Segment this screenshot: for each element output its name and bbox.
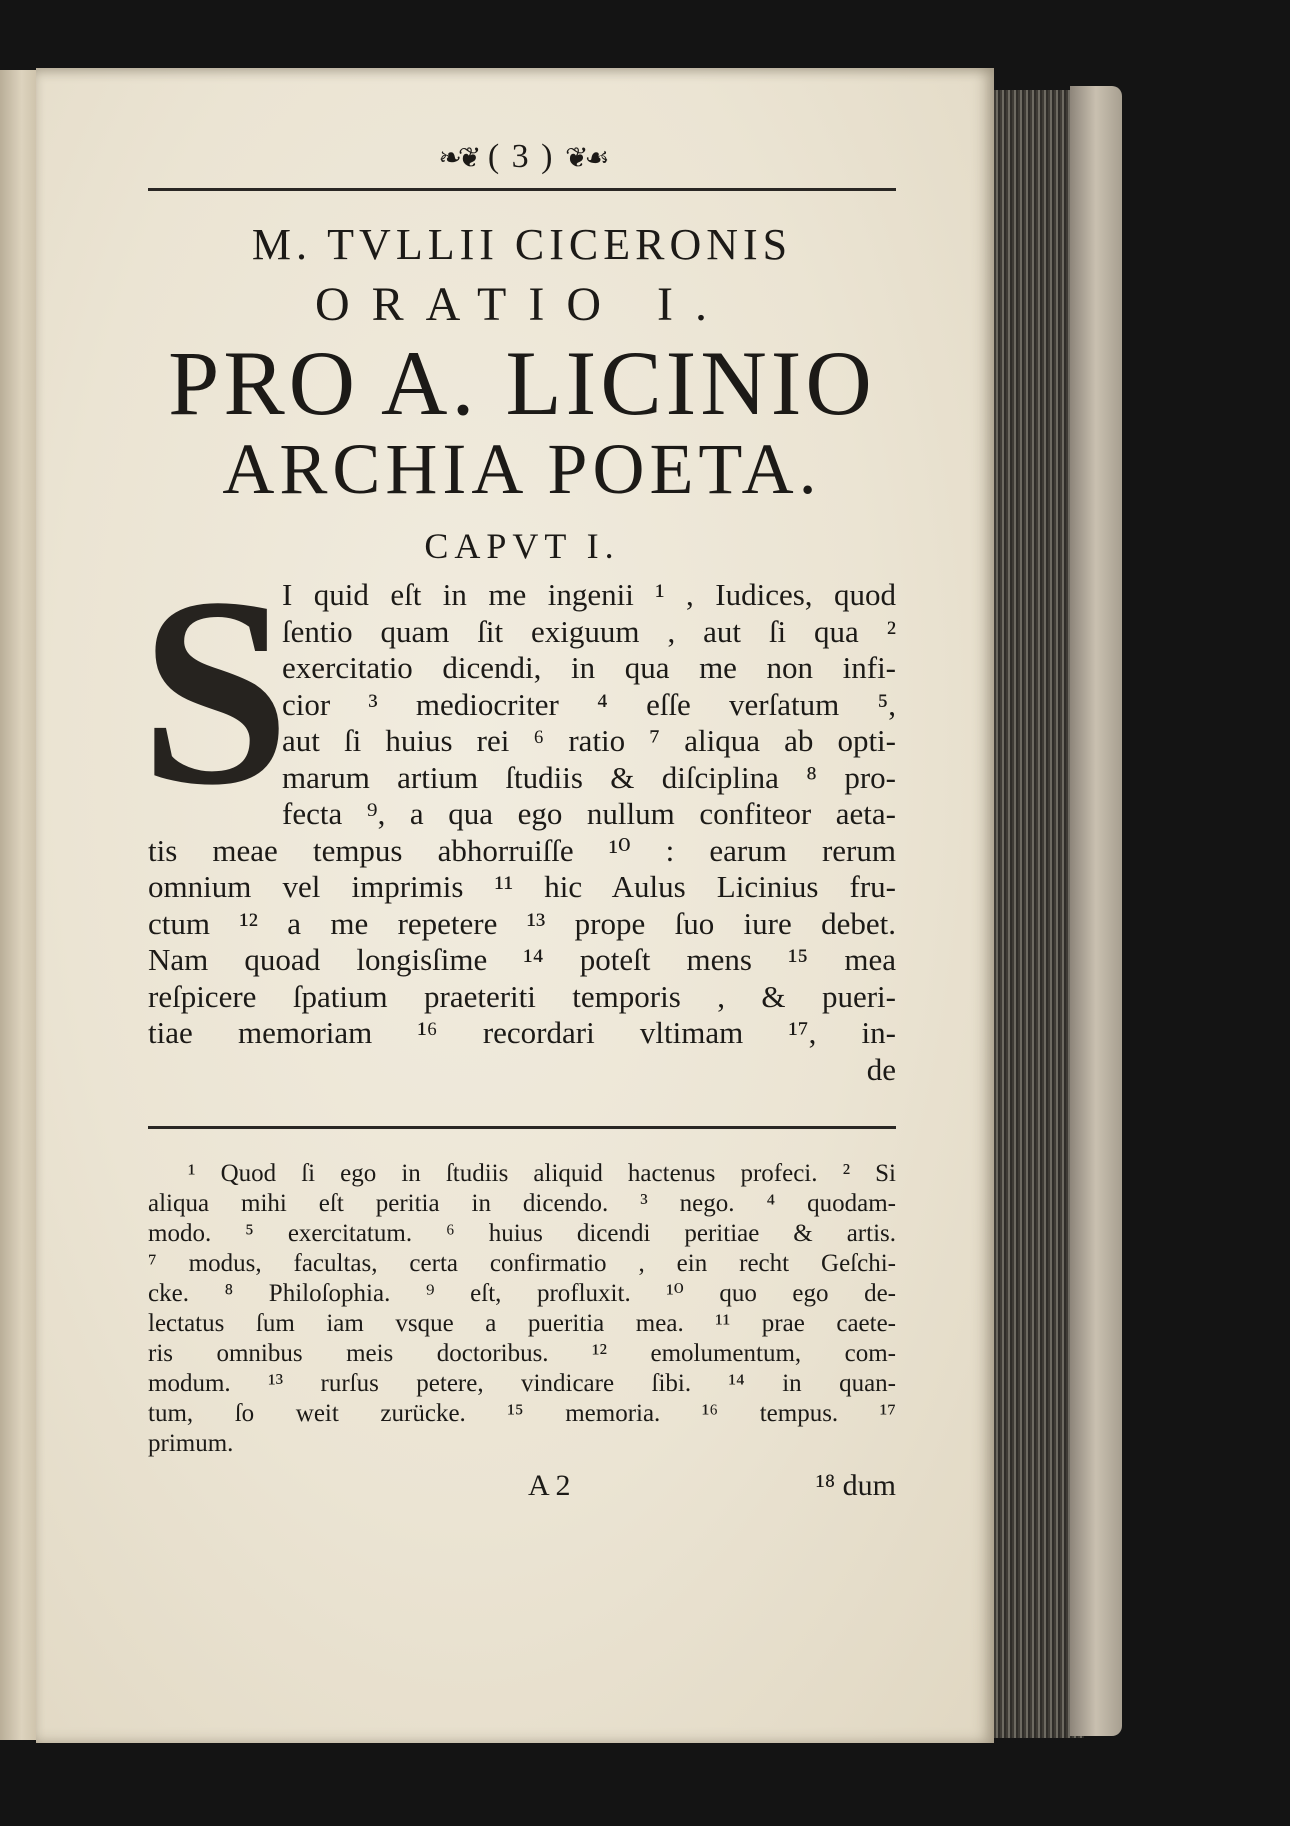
text-line: tiae memoriam ¹⁶ recordari vltimam ¹⁷, in- — [148, 1015, 896, 1050]
footnote-line: cke. ⁸ Philoſophia. ⁹ eſt, profluxit. ¹⁰ quo ego de- — [148, 1280, 896, 1307]
title-author: M. TVLLII CICERONIS — [251, 220, 793, 269]
catchword: ¹⁸ dum — [815, 1469, 896, 1502]
footnote-line: lectatus ſum iam vsque a pueritia mea. ¹¹ prae caete- — [148, 1310, 896, 1337]
signature-mark: A 2 — [528, 1469, 571, 1502]
book-cover-edge — [1070, 86, 1122, 1736]
footnote-line: tum, ſo weit zurücke. ¹⁵ memoria. ¹⁶ tempus. ¹⁷ — [148, 1400, 896, 1427]
text-line: de — [866, 1051, 896, 1087]
page-number: ( 3 ) — [487, 138, 555, 175]
ornament-right-icon: ❦☙ — [565, 143, 606, 174]
drop-cap: S — [140, 542, 291, 841]
footnotes — [148, 1159, 896, 1459]
left-page-edge — [0, 70, 38, 1740]
text-line: Nam quoad longisſime ¹⁴ poteſt mens ¹⁵ mea — [148, 942, 896, 977]
footnote-line: modum. ¹³ rurſus petere, vindicare ſibi. ¹⁴ in quan- — [148, 1370, 896, 1397]
text-line: marum artium ſtudiis & diſciplina ⁸ pro- — [282, 759, 896, 795]
running-head — [148, 138, 896, 182]
footnote-line: ¹ Quod ſi ego in ſtudiis aliquid hactenus profeci. ² Si — [188, 1160, 896, 1187]
text-line: aut ſi huius rei ⁶ ratio ⁷ aliqua ab opti- — [282, 723, 896, 758]
page-foot — [148, 1469, 896, 1509]
page-text — [140, 138, 896, 1509]
text-line: omnium vel imprimis ¹¹ hic Aulus Licinius fru- — [148, 869, 896, 904]
text-line: reſpicere ſpatium praeteriti temporis , & pueri- — [148, 978, 896, 1014]
text-line: cior ³ mediocriter ⁴ eſſe verſatum ⁵, — [282, 686, 896, 722]
header-rule — [148, 188, 896, 191]
text-line: ctum ¹² a me repetere ¹³ prope ſuo iure debet. — [148, 905, 896, 941]
text-line: I quid eſt in me ingenii ¹ , Iudices, quod — [282, 577, 896, 612]
title-archia: ARCHIA POETA. — [222, 429, 822, 509]
footnote-line: aliqua mihi eſt peritia in dicendo. ³ nego. ⁴ quodam- — [148, 1190, 896, 1217]
footnote-line: ris omnibus meis doctoribus. ¹² emolumentum, com- — [148, 1340, 896, 1367]
footnote-rule — [148, 1126, 896, 1129]
footnote-line: primum. — [148, 1430, 234, 1457]
ornament-left-icon: ❧❦ — [438, 143, 478, 174]
footnote-line: ⁷ modus, facultas, certa confirmatio , ein recht Geſchi- — [148, 1250, 896, 1277]
text-line: tis meae tempus abhorruiſſe ¹⁰ : earum rerum — [148, 832, 896, 868]
chapter-heading: CAPVT I. — [424, 526, 620, 566]
title-oratio: ORATIO I. — [315, 278, 729, 331]
text-line: exercitatio dicendi, in qua me non infi- — [282, 650, 896, 685]
text-line: ſentio quam ſit exiguum , aut ſi qua ² — [282, 613, 896, 649]
title-pro: PRO A. LICINIO — [168, 332, 876, 434]
text-line: fecta ⁹, a qua ego nullum confiteor aeta- — [282, 796, 896, 831]
footnote-line: modo. ⁵ exercitatum. ⁶ huius dicendi peritiae & artis. — [148, 1220, 896, 1247]
